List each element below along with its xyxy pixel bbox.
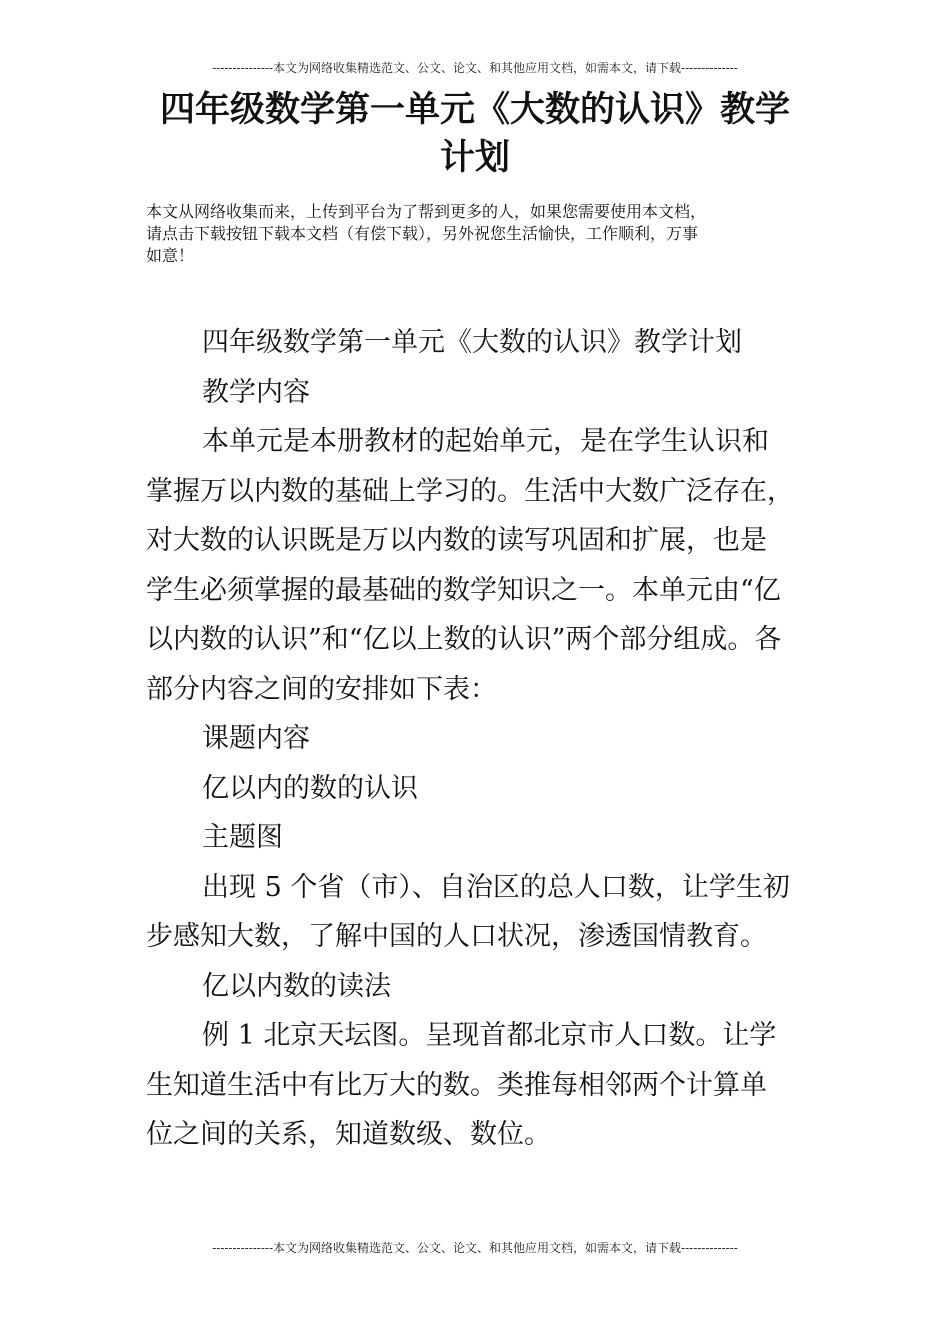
document-title <box>120 86 830 182</box>
text-line: 步感知大数，了解中国的人口状况，渗透国情教育。 <box>146 921 767 952</box>
text-line: 亿以内数的读法 <box>202 970 391 1002</box>
text-line: 例 1 北京天坛图。呈现首都北京市人口数。让学 <box>202 1020 777 1051</box>
title-line: 计划 <box>439 137 510 178</box>
body-heading <box>146 318 810 368</box>
footer-runner: ---------------本文为网络收集精选范文、公文、论文、和其他应用文档，如需本文，请下载-------------- <box>212 1241 738 1255</box>
notice-line: 请点击下载按钮下载本文档（有偿下载），另外祝您生活愉快，工作顺利，万事 <box>146 224 699 243</box>
text-line: 位之间的关系，知道数级、数位。 <box>146 1119 551 1150</box>
text-line: 生知道生活中有比万大的数。类推每相邻两个计算单 <box>146 1069 767 1101</box>
document-body <box>146 318 810 1160</box>
header-runner: ---------------本文为网络收集精选范文、公文、论文、和其他应用文档，如需本文，请下载-------------- <box>212 61 738 75</box>
text-line: 部分内容之间的安排如下表： <box>146 673 497 705</box>
text-line: 学生必须掌握的最基础的数学知识之一。本单元由“亿 <box>146 574 781 606</box>
section-label <box>146 764 810 814</box>
text-line: 本单元是本册教材的起始单元，是在学生认识和 <box>202 426 769 457</box>
notice-line: 本文从网络收集而来，上传到平台为了帮到更多的人，如果您需要使用本文档， <box>146 202 707 221</box>
text-line: 教学内容 <box>202 376 310 408</box>
paragraph <box>146 863 810 962</box>
title-line: 四年级数学第一单元《大数的认识》教学 <box>159 89 790 130</box>
text-line: 对大数的认识既是万以内数的读写巩固和扩展，也是 <box>146 525 767 556</box>
notice-line: 如意！ <box>146 246 195 265</box>
section-label <box>146 813 810 863</box>
section-label <box>146 714 810 764</box>
text-line: 掌握万以内数的基础上学习的。生活中大数广泛存在， <box>146 475 794 507</box>
section-label <box>146 962 810 1012</box>
text-line: 主题图 <box>202 822 283 853</box>
text-line: 出现 5 个省（市）、自治区的总人口数，让学生初 <box>202 871 790 903</box>
text-line: 亿以内的数的认识 <box>202 772 418 804</box>
paragraph <box>146 417 810 714</box>
text-line: 四年级数学第一单元《大数的认识》教学计划 <box>202 327 742 358</box>
download-notice <box>146 201 810 267</box>
text-line: 课题内容 <box>202 723 310 754</box>
section-label <box>146 368 810 418</box>
text-line: 以内数的认识”和“亿以上数的认识”两个部分组成。各 <box>146 624 782 655</box>
paragraph <box>146 1011 810 1160</box>
